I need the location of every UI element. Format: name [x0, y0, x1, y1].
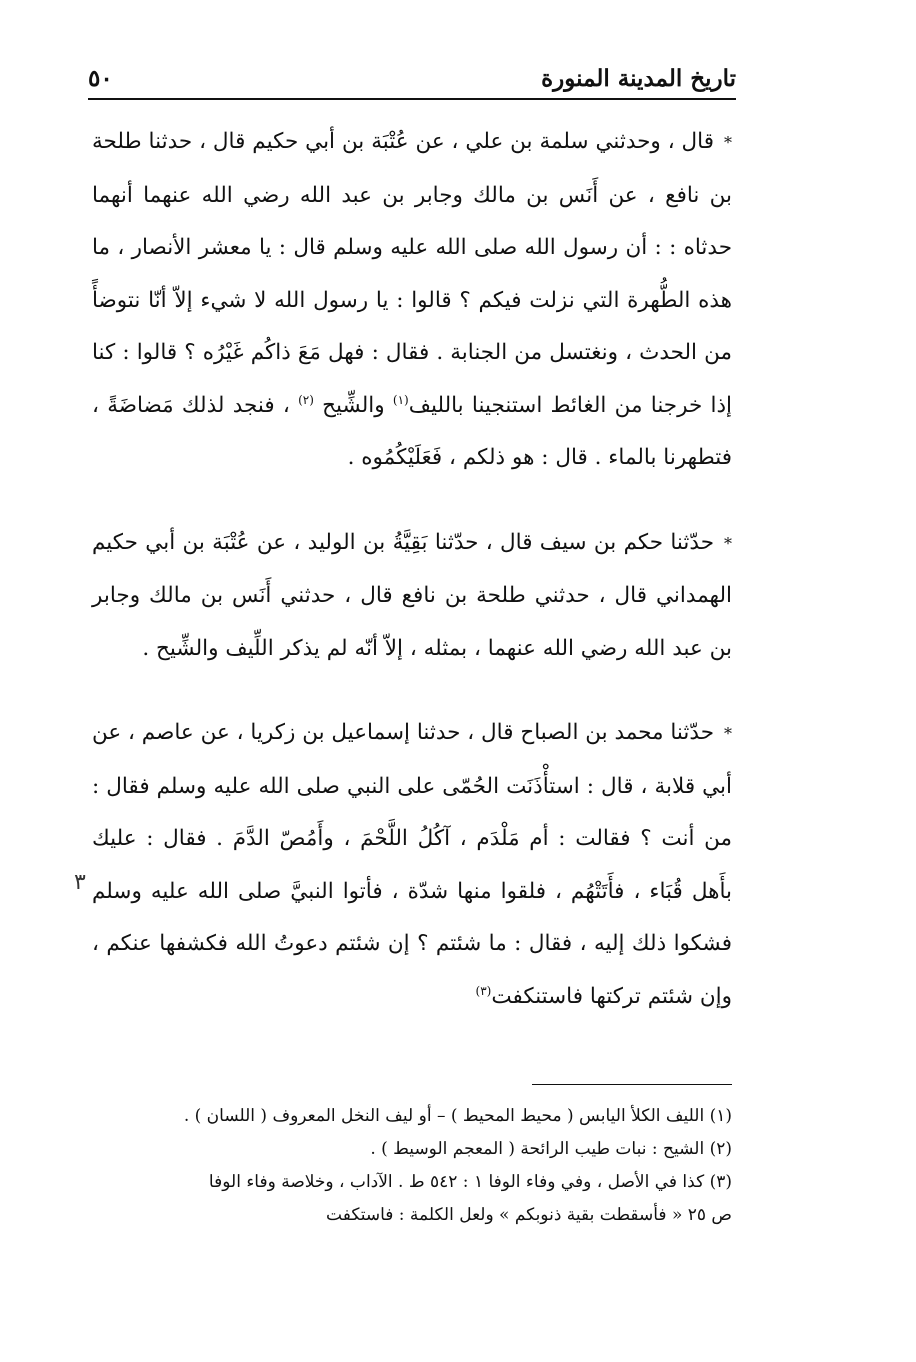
text-line: عليه وسلم فقال : من أنت ؟ فقالت : أم مَلْدَم ، آكُلُ اللَّحْمَ ،: [92, 773, 733, 851]
asterisk-icon: *: [723, 724, 732, 743]
footnote-ref-2: (٢): [298, 392, 314, 407]
text-line: وأَمُصّ الدَّمَ . فقال : عليك بأَهل قُبَاء ، فأَتَتْهُم ، فلقوا منها شدّة ،: [92, 826, 732, 904]
text-line: لم يذكر اللِّيف والشِّيح .: [142, 635, 348, 661]
footnote-1: (١) الليف الكلأ اليابس ( محيط المحيط ) – أو ليف النخل المعروف ( اللسان ) .: [183, 1106, 732, 1126]
page-header: [88, 58, 736, 100]
text-line: بالليف: [408, 392, 464, 418]
asterisk-icon: *: [723, 533, 732, 553]
paragraph-1: [92, 116, 732, 485]
footnote-ref-1: (١): [392, 392, 409, 407]
paragraph-2: [92, 517, 732, 676]
footnote-2: (٢) الشيح : نبات طيب الرائحة ( المعجم الوسيط ) .: [370, 1139, 732, 1159]
text-line: هو ذلكم ، فَعَلَيْكُمُوه .: [347, 445, 535, 470]
footnotes: [92, 1100, 732, 1232]
text-line: عن عاصم ، عن أبي قلابة ، قال : استأْذَنَت الحُمّى على النبي صلى الله: [92, 720, 732, 799]
text-line: يا معشر الأنصار ، ما هذه الطُّهرة التي نزلت فيكم ؟ قالوا : يا رسول: [92, 235, 732, 313]
text-line: فأتوا النبيَّ صلى الله عليه وسلم فشكوا ذلك إليه ، فقال : ما شئتم ؟: [92, 878, 732, 956]
margin-mark: ٣: [74, 870, 86, 895]
text-line: والشِّيح: [313, 392, 393, 418]
text-line: أَنَس بن مالك وجابر بن عبد الله رضي الله عنهما ، بمثله ، إلاّ أنّه: [92, 583, 732, 661]
running-title: تاريخ المدينة المنورة: [541, 64, 736, 92]
footnote-divider: [532, 1084, 732, 1085]
text-line: الله عنهما أنهما حدثاه : : أن رسول الله صلى الله عليه وسلم قال :: [92, 182, 732, 260]
main-text: [92, 116, 732, 1023]
text-line: حدّثنا محمد بن الصباح قال ، حدثنا إسماعيل بن زكريا ،: [236, 720, 714, 745]
page-number: ٥٠: [88, 64, 113, 92]
text-line: حدثنا طلحة بن نافع ، عن أَنَس بن مالك وجابر بن عبد الله رضي: [92, 129, 732, 208]
text-line: إن شئتم دعوتُ الله فكشفها عنكم ، وإن شئتم تركتها فاستنكفت: [92, 931, 732, 1009]
text-line: حدّثنا حكم بن سيف قال ، حدّثنا بَقِيَّةُ بن الوليد ، عن: [256, 529, 714, 555]
asterisk-icon: *: [724, 133, 732, 152]
paragraph-3: [92, 707, 732, 1023]
footnote-3-continued: ص ٢٥ « فأسقطت بقية ذنوبكم » ولعل الكلمة : فاستكفت: [326, 1205, 732, 1225]
footnote-ref-3: (٣): [475, 983, 492, 998]
text-line: ، فنجد لذلك مَضاضَةً ، فتطهرنا بالماء . قال :: [92, 392, 732, 470]
text-line: عُتْبَة بن أبي حكيم الهمداني قال ، حدثني طلحة بن نافع قال ، حدثني: [92, 529, 732, 608]
footnote-3: (٣) كذا في الأصل ، وفي وفاء الوفا ١ : ٥٤٢ ط . الآداب ، وخلاصة وفاء الوفا: [208, 1172, 732, 1192]
text-line: الله لا شيء إلاّ أنّا نتوضأً من الحدث ، ونغتسل من الجنابة . فقال :: [92, 287, 733, 365]
text-line: قال ، وحدثني سلمة بن علي ، عن عُتْبَة بن أبي حكيم قال ،: [199, 129, 714, 154]
text-line: فهل مَعَ ذاكُم غَيْرُه ؟ قالوا : كنا إذا خرجنا من الغائط استنجينا: [92, 340, 733, 418]
